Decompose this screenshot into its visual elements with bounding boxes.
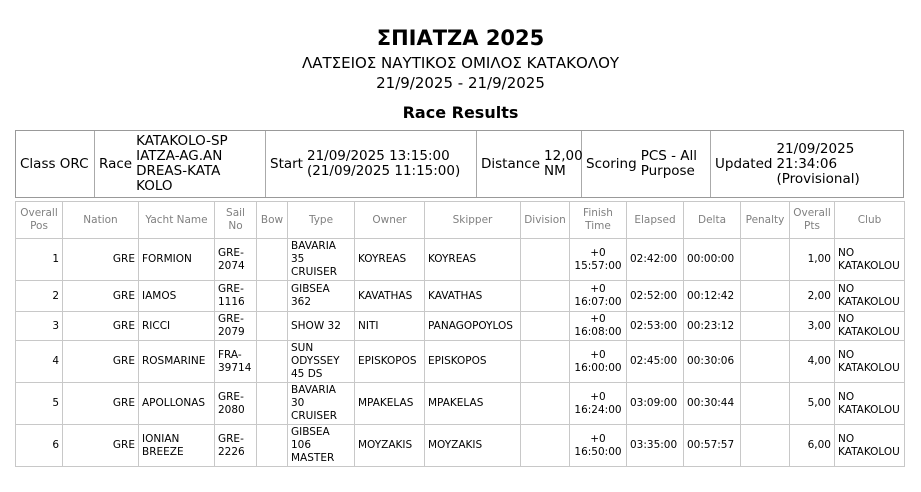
- elapsed-cell: 02:52:00: [627, 281, 684, 312]
- sail-no-cell: GRE-2080: [215, 383, 257, 425]
- penalty-cell: [741, 425, 790, 467]
- col-header: Division: [521, 202, 570, 239]
- finish-day: +0: [590, 348, 606, 361]
- skipper-cell: KAVATHAS: [425, 281, 521, 312]
- nation-cell: GRE: [63, 239, 139, 281]
- nation-cell: GRE: [63, 341, 139, 383]
- skipper-cell: KOYREAS: [425, 239, 521, 281]
- race-info-bar: [15, 130, 904, 198]
- finish-clock: 15:57:00: [574, 259, 622, 272]
- col-header: Finish Time: [570, 202, 627, 239]
- start-label: Start: [270, 156, 303, 172]
- scoring-label: Scoring: [586, 156, 637, 172]
- finish-day: +0: [590, 390, 606, 403]
- race-name: KATAKOLO-SPIATZA-AG.ANDREAS-KATAKOLO: [136, 133, 228, 194]
- updated-cell: [711, 131, 903, 197]
- club-cell: NO KATAKOLOU: [835, 341, 905, 383]
- distance-unit: NM: [544, 163, 566, 179]
- scoring-cell: [582, 131, 711, 197]
- finish-time-cell: [570, 312, 627, 341]
- delta-cell: 00:12:42: [684, 281, 741, 312]
- finish-clock: 16:50:00: [574, 445, 622, 458]
- col-header: Sail No: [215, 202, 257, 239]
- yacht-name-cell: APOLLONAS: [139, 383, 215, 425]
- finish-day: +0: [590, 283, 606, 295]
- col-header: Penalty: [741, 202, 790, 239]
- nation-cell: GRE: [63, 383, 139, 425]
- owner-cell: KOYREAS: [355, 239, 425, 281]
- yacht-name-cell: IONIAN BREEZE: [139, 425, 215, 467]
- finish-time-cell: [570, 383, 627, 425]
- sail-no-cell: GRE-2079: [215, 312, 257, 341]
- col-header: Overall Pts: [790, 202, 835, 239]
- yacht-type-cell: BAVARIA 30 CRUISER: [288, 383, 355, 425]
- skipper-cell: PANAGOPOYLOS: [425, 312, 521, 341]
- col-header: Type: [288, 202, 355, 239]
- overall-pts-cell: 1,00: [790, 239, 835, 281]
- col-header: Yacht Name: [139, 202, 215, 239]
- finish-clock: 16:08:00: [574, 326, 622, 338]
- sail-no-cell: GRE-1116: [215, 281, 257, 312]
- bow-cell: [257, 239, 288, 281]
- penalty-cell: [741, 281, 790, 312]
- event-dates: 21/9/2025 - 21/9/2025: [376, 74, 545, 92]
- elapsed-cell: 02:45:00: [627, 341, 684, 383]
- col-header: Club: [835, 202, 905, 239]
- owner-cell: MOYZAKIS: [355, 425, 425, 467]
- elapsed-cell: 02:42:00: [627, 239, 684, 281]
- yacht-type-cell: BAVARIA 35 CRUISER: [288, 239, 355, 281]
- division-cell: [521, 312, 570, 341]
- delta-cell: 00:00:00: [684, 239, 741, 281]
- col-header: Skipper: [425, 202, 521, 239]
- col-header: Overall Pos: [16, 202, 63, 239]
- col-header: Delta: [684, 202, 741, 239]
- division-cell: [521, 281, 570, 312]
- updated-status: (Provisional): [776, 170, 860, 187]
- table-row: [16, 383, 905, 425]
- elapsed-cell: 03:09:00: [627, 383, 684, 425]
- overall-pts-cell: 6,00: [790, 425, 835, 467]
- table-header-row: [16, 202, 905, 239]
- finish-clock: 16:00:00: [574, 361, 622, 374]
- nation-cell: GRE: [63, 281, 139, 312]
- organizer-name: ΛΑΤΣΕΙΟΣ ΝΑΥΤΙΚΟΣ ΟΜΙΛΟΣ ΚΑΤΑΚΟΛΟΥ: [301, 54, 620, 72]
- bow-cell: [257, 383, 288, 425]
- overall-pos-cell: 1: [16, 239, 63, 281]
- club-cell: NO KATAKOLOU: [835, 425, 905, 467]
- finish-day: +0: [590, 246, 606, 259]
- division-cell: [521, 425, 570, 467]
- delta-cell: 00:23:12: [684, 312, 741, 341]
- overall-pos-cell: 2: [16, 281, 63, 312]
- table-row: [16, 425, 905, 467]
- updated-value: 21/09/2025 21:34:06: [776, 140, 855, 172]
- overall-pts-cell: 4,00: [790, 341, 835, 383]
- finish-time-cell: [570, 425, 627, 467]
- bow-cell: [257, 312, 288, 341]
- elapsed-cell: 02:53:00: [627, 312, 684, 341]
- scoring-value-2: Purpose: [640, 163, 695, 179]
- col-header: Elapsed: [627, 202, 684, 239]
- owner-cell: KAVATHAS: [355, 281, 425, 312]
- bow-cell: [257, 281, 288, 312]
- yacht-name-cell: ROSMARINE: [139, 341, 215, 383]
- delta-cell: 00:30:06: [684, 341, 741, 383]
- yacht-type-cell: GIBSEA 106 MASTER: [288, 425, 355, 467]
- yacht-type-cell: SHOW 32: [288, 312, 355, 341]
- event-title: ΣΠΙΑΤΖΑ 2025: [376, 26, 545, 50]
- sail-no-cell: GRE-2226: [215, 425, 257, 467]
- division-cell: [521, 239, 570, 281]
- section-title: Race Results: [402, 103, 519, 122]
- overall-pts-cell: 3,00: [790, 312, 835, 341]
- overall-pos-cell: 3: [16, 312, 63, 341]
- owner-cell: NITI: [355, 312, 425, 341]
- col-header: Bow: [257, 202, 288, 239]
- yacht-name-cell: RICCI: [139, 312, 215, 341]
- finish-clock: 16:24:00: [574, 403, 622, 416]
- skipper-cell: EPISKOPOS: [425, 341, 521, 383]
- club-cell: NO KATAKOLOU: [835, 312, 905, 341]
- division-cell: [521, 383, 570, 425]
- division-cell: [521, 341, 570, 383]
- overall-pts-cell: 5,00: [790, 383, 835, 425]
- delta-cell: 00:30:44: [684, 383, 741, 425]
- col-header: Nation: [63, 202, 139, 239]
- race-cell: [95, 131, 266, 197]
- distance-label: Distance: [481, 156, 541, 172]
- table-row: [16, 281, 905, 312]
- start-utc: (21/09/2025 11:15:00): [306, 163, 461, 179]
- sail-no-cell: FRA-39714: [215, 341, 257, 383]
- club-cell: NO KATAKOLOU: [835, 239, 905, 281]
- class-label: Class ORC: [20, 156, 89, 172]
- yacht-type-cell: SUN ODYSSEY 45 DS: [288, 341, 355, 383]
- yacht-name-cell: IAMOS: [139, 281, 215, 312]
- overall-pos-cell: 6: [16, 425, 63, 467]
- start-cell: [266, 131, 477, 197]
- owner-cell: MPAKELAS: [355, 383, 425, 425]
- results-table: [15, 201, 905, 467]
- distance-cell: [477, 131, 582, 197]
- col-header: Owner: [355, 202, 425, 239]
- finish-day: +0: [590, 432, 606, 445]
- penalty-cell: [741, 239, 790, 281]
- overall-pos-cell: 5: [16, 383, 63, 425]
- table-row: [16, 239, 905, 281]
- owner-cell: EPISKOPOS: [355, 341, 425, 383]
- overall-pos-cell: 4: [16, 341, 63, 383]
- finish-time-cell: [570, 239, 627, 281]
- finish-time-cell: [570, 281, 627, 312]
- race-label: Race: [99, 156, 133, 172]
- nation-cell: GRE: [63, 425, 139, 467]
- class-cell: [16, 131, 95, 197]
- results-body: [16, 239, 905, 467]
- elapsed-cell: 03:35:00: [627, 425, 684, 467]
- club-cell: NO KATAKOLOU: [835, 281, 905, 312]
- skipper-cell: MPAKELAS: [425, 383, 521, 425]
- table-row: [16, 341, 905, 383]
- club-cell: NO KATAKOLOU: [835, 383, 905, 425]
- overall-pts-cell: 2,00: [790, 281, 835, 312]
- finish-clock: 16:07:00: [574, 296, 622, 308]
- sail-no-cell: GRE-2074: [215, 239, 257, 281]
- nation-cell: GRE: [63, 312, 139, 341]
- table-row: [16, 312, 905, 341]
- delta-cell: 00:57:57: [684, 425, 741, 467]
- penalty-cell: [741, 312, 790, 341]
- finish-time-cell: [570, 341, 627, 383]
- scoring-value: PCS - All: [640, 148, 698, 164]
- bow-cell: [257, 425, 288, 467]
- penalty-cell: [741, 383, 790, 425]
- yacht-name-cell: FORMION: [139, 239, 215, 281]
- finish-day: +0: [590, 313, 606, 325]
- penalty-cell: [741, 341, 790, 383]
- distance-value: 12,00: [544, 148, 583, 164]
- updated-label: Updated: [715, 156, 773, 172]
- skipper-cell: MOYZAKIS: [425, 425, 521, 467]
- bow-cell: [257, 341, 288, 383]
- start-value: 21/09/2025 13:15:00: [306, 148, 450, 164]
- yacht-type-cell: GIBSEA 362: [288, 281, 355, 312]
